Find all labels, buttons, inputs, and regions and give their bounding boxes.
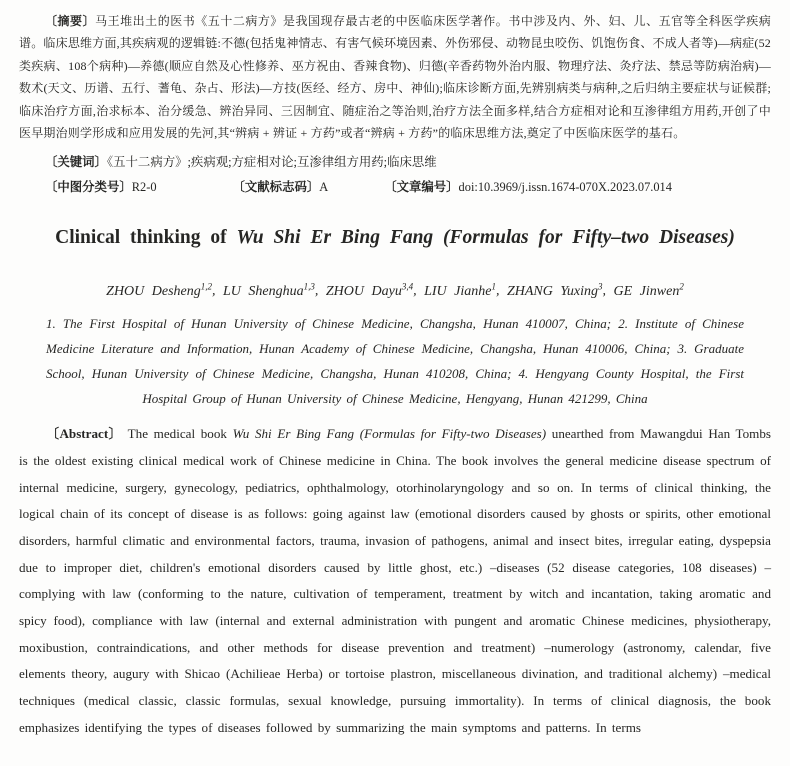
clc-value: R2-0 xyxy=(131,180,157,195)
author-superscript: 1,3 xyxy=(303,281,315,292)
text-segment: The medical book xyxy=(122,426,233,442)
author-superscript: 1,2 xyxy=(200,281,213,292)
english-abstract-label: 〔Abstract〕 xyxy=(46,426,123,442)
text-segment: unearthed from Mawangdui Han Tombs is the oldest existing clinical medical work of Chinese medicine in China. The book involves the general medicine disease spectrum of internal medicine, surgery, gynecology, pediatrics, ophthalmology, otorhinolaryngology and so on. In terms of clinical thinking, the logical chain of its concept of disease is as follows: going against law (emotional disorders caused by ghosts or spirits, other emotional disorders, harmful climatic and environmental factors, trauma, invasion of pathogens, animal and insect bites, irregular eating, dyspepsia due to improper diet, children's emotional disorders caused by little ghost, etc.) –diseases (52 disease categories, 108 diseases) –complying with law (conforming to the nature, cultivation of temperament, treatment by witch and incantation, taking aromatic and spicy food), compliance with law (internal and external administration with pungent and aromatic Chinese medicines, physiotherapy, moxibustion, contraindications, and other methods for disease prevention and treatment) –numerology (astronomy, calendar, five elements theory, augury with Shicao (Achilieae Herba) or tortoise plastron, miscellaneous divination, and traditional alchemy) –medical techniques (medical classic, classic formulas, sexual knowledge, pursuing immortality). In terms of clinical diagnosis, the book emphasizes identifying the types of diseases followed by summarizing the main symptoms and patterns. In terms xyxy=(19,426,772,735)
author-superscript: 3 xyxy=(598,281,603,292)
keywords-text: 《五十二病方》;疾病观;方症相对论;互渗律组方用药;临床思维 xyxy=(106,155,437,170)
chinese-abstract-text: 马王堆出土的医书《五十二病方》是我国现存最古老的中医临床医学著作。书中涉及内、外、妇、儿、五官等全科医学疾病谱。临床思维方面,其疾病观的逻辑链:不德(包括鬼神情志、有害气候环境因素、外伤邪侵、动物昆虫咬伤、饥饱伤食、不成人者等)—病症(52类疾病、108个病种)—养德(顺应自然及心性修养、巫方祝由、香辣食物)、归德(辛香药物外治内服、物理疗法、灸疗法、禁忌等防病治病)—数术(天文、历谱、五行、蓍龟、杂占、形法)—方技(医经、经方、房中、神仙);临床诊断方面,先辨别病类与病种,之后归纳主要症状与证候群;临床治疗方面,治求标本、治分缓急、辨治异同、三因制宜、随症治之等治则,治疗方法全面多样,结合方症相对论和互渗律组方用药,开创了中医早期治则学形成和应用发展的先河,其“辨病 + 辨证 + 方药”或者“辨病 + 方药”的临床思维方法,奠定了中医临床医学的基石。 xyxy=(19,14,771,141)
text-segment: Wu Shi Er Bing Fang (Formulas for Fifty–two Diseases) xyxy=(236,227,735,249)
chinese-abstract xyxy=(19,10,771,144)
author: ZHANG Yuxing$^3$ xyxy=(506,281,603,300)
text-segment: Clinical thinking of xyxy=(55,227,237,249)
author-superscript: 2 xyxy=(679,281,684,292)
author: LU Shenghua$^{1,3}$ xyxy=(223,281,315,300)
clc-label: 〔中图分类号〕 xyxy=(45,180,132,195)
document-code-label: 〔文献标志码〕 xyxy=(232,180,320,195)
author: LIU Jianhe$^1$ xyxy=(424,281,496,300)
text-segment: Wu Shi Er Bing Fang (Formulas for Fifty-two Diseases) xyxy=(232,426,547,442)
keywords-label: 〔关键词〕 xyxy=(45,155,107,170)
clc-number xyxy=(45,180,157,194)
authors-line: ZHOU Desheng$^{1,2}$, LU Shenghua$^{1,3}$, ZHOU Dayu$^{3,4}$, LIU Jianhe$^1$, ZHANG Yuxing$^3$, GE Jinwen$^2$ xyxy=(106,281,684,300)
english-abstract-body xyxy=(19,426,771,735)
author: ZHOU Desheng$^{1,2}$ xyxy=(106,281,213,300)
article-number-label: 〔文章编号〕 xyxy=(384,180,459,195)
chinese-abstract-label: 〔摘要〕 xyxy=(45,14,96,28)
article-number-value: doi:10.3969/j.issn.1674-070X.2023.07.014 xyxy=(458,180,672,195)
affiliations: 1. The First Hospital of Hunan University of Chinese Medicine, Changsha, Hunan 410007, China; 2. Institute of Chinese Medicine Literature and Information, Hunan Academy of Chinese Medicine, Changsha, Hunan 410006, China; 3. Graduate School, Hunan University of Chinese Medicine, Changsha, Hunan 410208, China; 4. Hengyang County Hospital, the First Hospital Group of Hunan University of Chinese Medicine, Hengyang, Hunan 421299, China xyxy=(46,316,744,407)
author: GE Jinwen$^2$ xyxy=(613,281,684,300)
keywords-line xyxy=(19,151,771,173)
article-title xyxy=(19,225,771,251)
document-code-value: A xyxy=(319,180,329,195)
author-superscript: 3,4 xyxy=(401,281,414,292)
english-abstract xyxy=(19,421,771,741)
article-number xyxy=(384,180,672,194)
classification-line xyxy=(19,176,771,198)
document-code xyxy=(233,180,329,194)
author-superscript: 1 xyxy=(491,281,496,292)
author: ZHOU Dayu$^{3,4}$ xyxy=(325,281,414,300)
